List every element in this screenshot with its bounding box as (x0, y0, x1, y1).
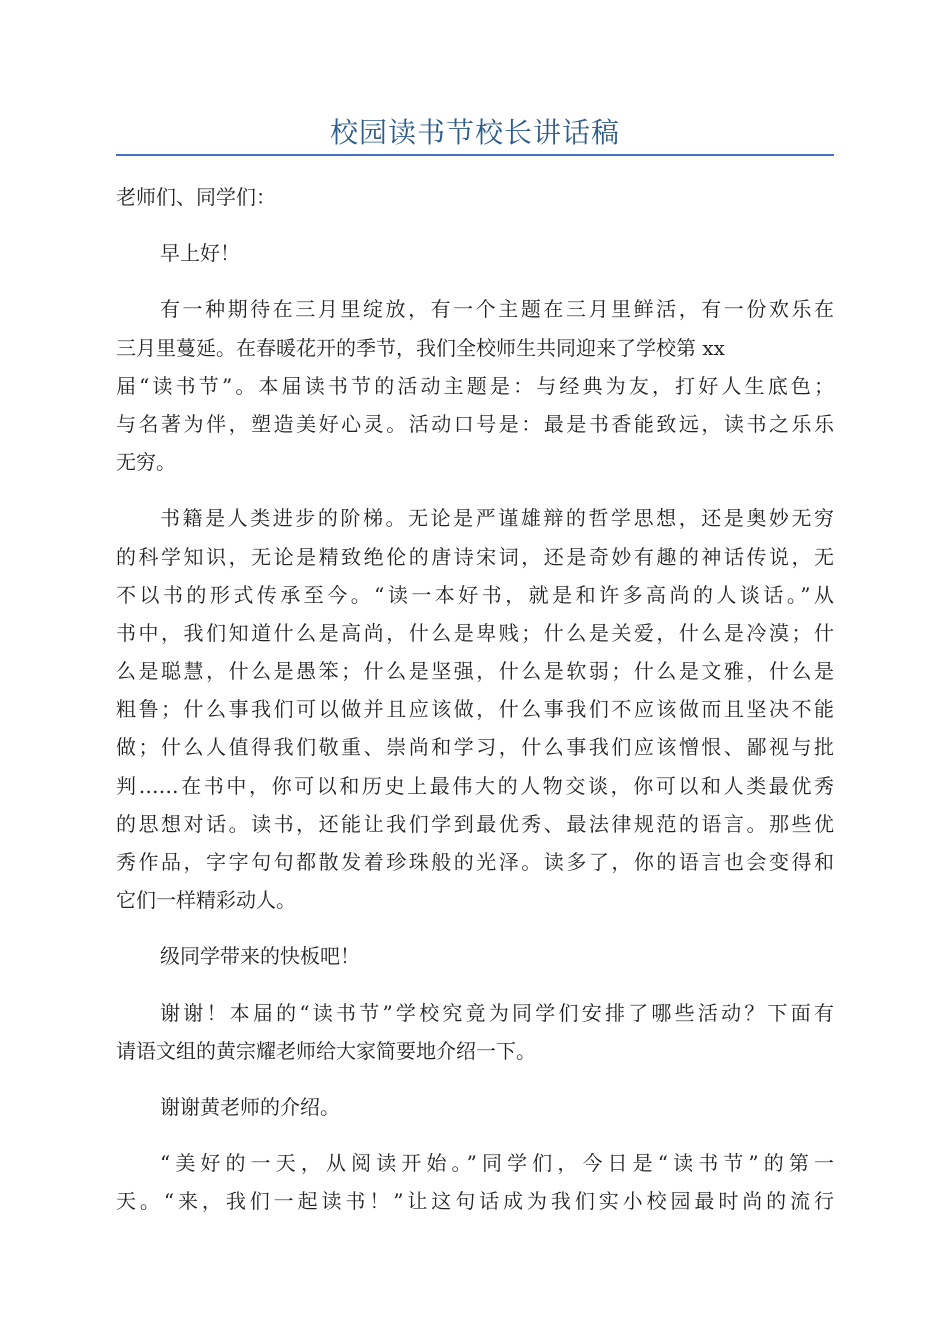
text-line: 早上好！ (160, 241, 240, 266)
paragraph (116, 290, 834, 481)
paragraph-gap (116, 1070, 834, 1088)
paragraph (116, 1088, 834, 1126)
document-body (116, 178, 834, 1221)
text-line: 请语文组的黄宗耀老师给大家简要地介绍一下。 (116, 1038, 536, 1063)
text-line: 判……在书中，你可以和历史上最伟大的人物交谈，你可以和人类最优秀 (116, 773, 834, 798)
text-line: “美好的一天，从阅读开始。”同学们，今日是“读书节”的第一 (160, 1151, 834, 1176)
text-line: 书籍是人类进步的阶梯。无论是严谨雄辩的哲学思想，还是奥妙无穷 (160, 506, 834, 531)
text-line: 做；什么人值得我们敬重、崇尚和学习，什么事我们应该憎恨、鄙视与批 (116, 735, 834, 760)
text-line: 谢谢！本届的“读书节”学校究竟为同学们安排了哪些活动？下面有 (160, 1000, 834, 1025)
paragraph (116, 994, 834, 1070)
text-line: 老师们、同学们： (116, 185, 276, 209)
paragraph-gap (116, 481, 834, 499)
text-line: 书中，我们知道什么是高尚，什么是卑贱；什么是关爱，什么是冷漠；什 (116, 620, 834, 645)
document-title: 校园读书节校长讲话稿 (329, 116, 620, 149)
paragraph-greeting (116, 234, 834, 272)
paragraph-gap (116, 919, 834, 937)
text-line: 有一种期待在三月里绽放，有一个主题在三月里鲜活，有一份欢乐在 (160, 297, 834, 322)
paragraph-gap (116, 1126, 834, 1144)
paragraph (116, 937, 834, 975)
paragraph-salutation (116, 178, 834, 216)
paragraph-gap (116, 976, 834, 994)
paragraph (116, 1144, 834, 1220)
text-line: 秀作品，字字句句都散发着珍珠般的光泽。读多了，你的语言也会变得和 (116, 850, 834, 874)
text-line: 的思想对话。读书，还能让我们学到最优秀、最法律规范的语言。那些优 (116, 811, 834, 836)
paragraph (116, 499, 834, 919)
paragraph-gap (116, 216, 834, 234)
text-line: 的科学知识，无论是精致绝伦的唐诗宋词，还是奇妙有趣的神话传说，无 (116, 544, 834, 569)
text-line: 它们一样精彩动人。 (116, 888, 296, 913)
text-line: 不以书的形式传承至今。“读一本好书，就是和许多高尚的人谈话。”从 (116, 582, 834, 607)
paragraph-gap (116, 272, 834, 290)
text-line: 无穷。 (116, 450, 176, 475)
text-line: 天。“来，我们一起读书！”让这句话成为我们实小校园最时尚的流行 (116, 1189, 834, 1214)
text-line: 级同学带来的快板吧！ (160, 944, 360, 969)
text-line: 粗鲁；什么事我们可以做并且应该做，什么事我们不应该做而且坚决不能 (116, 697, 834, 722)
text-line: 谢谢黄老师的介绍。 (160, 1094, 340, 1119)
text-line: 么是聪慧，什么是愚笨；什么是坚强，什么是软弱；什么是文雅，什么是 (116, 659, 834, 684)
text-line: 届“读书节”。本届读书节的活动主题是：与经典为友，打好人生底色； (116, 373, 834, 398)
text-line: 三月里蔓延。在春暖花开的季节，我们全校师生共同迎来了学校第 xx (116, 335, 725, 360)
text-line: 与名著为伴，塑造美好心灵。活动口号是：最是书香能致远，读书之乐乐 (116, 411, 834, 436)
title-underline (116, 154, 834, 156)
